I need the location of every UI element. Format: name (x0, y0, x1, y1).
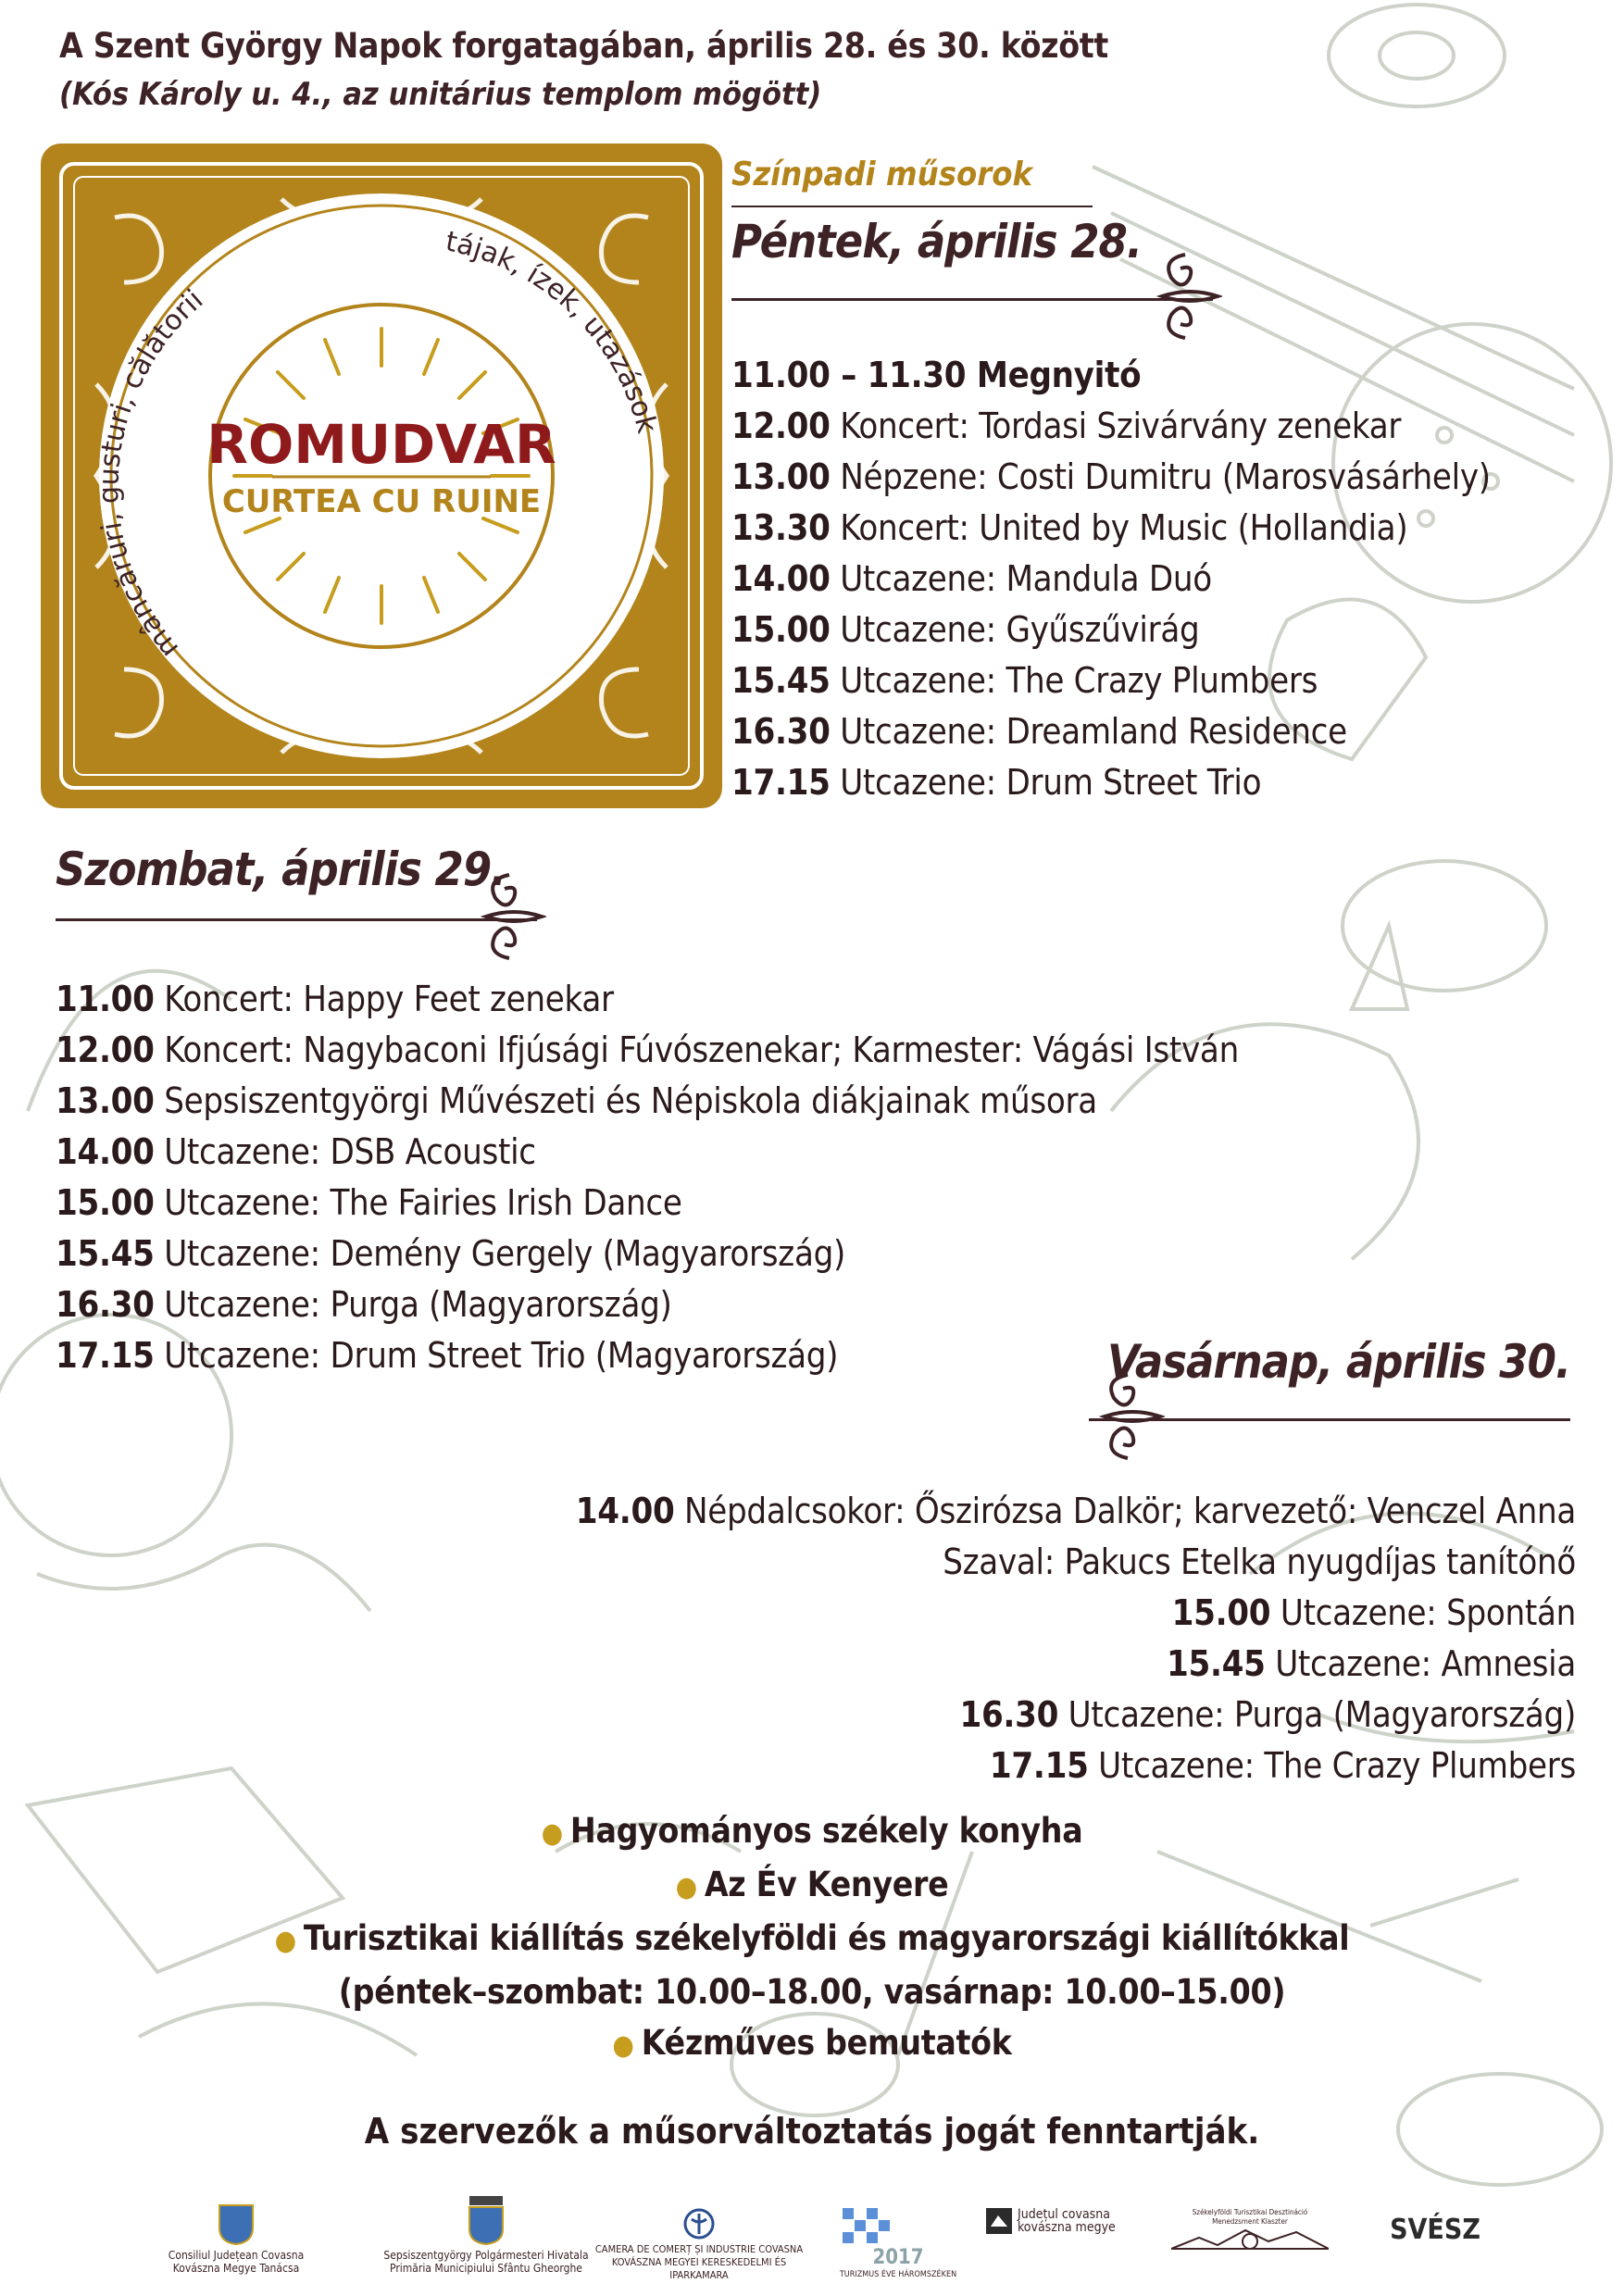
event-header: A Szent György Napok forgatagában, április 28. és 30. között (59, 26, 1109, 66)
logo-arc-right: tájak, ízek, utazások (443, 225, 664, 437)
highlight-item: ● Kézműves bemutatók (612, 2023, 1012, 2063)
schedule-item: 17.15 Utcazene: Drum Street Trio (731, 762, 1262, 803)
schedule-item: 14.00 Népdalcsokor: Őszirózsa Dalkör; karvezető: Venczel Anna (575, 1491, 1576, 1531)
sponsor-logo: Sepsiszentgyörgy Polgármesteri Hivatala Primăria Municipiului Sfântu Gheorghe (370, 2194, 602, 2275)
stage-program-label: Színpadi műsorok (731, 156, 1033, 193)
schedule-item: 13.00 Népzene: Costi Dumitru (Marosvásárhely) (731, 456, 1491, 497)
logo-title: ROMUDVAR (206, 413, 556, 476)
highlight-item: ● Turisztikai kiállítás székelyföldi és magyarországi kiállítókkal (274, 1918, 1350, 1958)
schedule-item: 11.00 – 11.30 Megnyitó (731, 355, 1142, 395)
schedule-item: 14.00 Utcazene: DSB Acoustic (56, 1131, 536, 1172)
schedule-item: 13.30 Koncert: United by Music (Hollandia) (731, 507, 1408, 548)
schedule-item: 17.15 Utcazene: Drum Street Trio (Magyarország) (56, 1335, 839, 1376)
footer-note: A szervezők a műsorváltoztatás jogát fenntartják. (364, 2111, 1260, 2152)
friday-rule (731, 298, 1213, 301)
sunday-schedule (576, 1486, 1576, 1791)
schedule-item: 16.30 Utcazene: Dreamland Residence (731, 711, 1347, 752)
friday-schedule (731, 350, 1491, 808)
county-coat-of-arms-icon (218, 2203, 255, 2246)
schedule-item: 15.00 Utcazene: Gyűszűvirág (731, 609, 1200, 650)
sponsor-logo: 2017 TURIZMUS ÉVE HÁROMSZÉKEN (815, 2208, 981, 2281)
county-brand-icon (986, 2208, 1012, 2234)
schedule-item: 15.45 Utcazene: Amnesia (1167, 1643, 1576, 1684)
schedule-item: Szaval: Pakucs Etelka nyugdíjas tanítónő (943, 1541, 1576, 1582)
schedule-item: 11.00 Koncert: Happy Feet zenekar (56, 979, 614, 1019)
tourism-year-grid-icon (843, 2208, 954, 2245)
sponsor-logo: CAMERA DE COMERȚ ȘI INDUSTRIE COVASNA KOVÁSZNA MEGYEI KERESKEDELMI ÉS IPARKAMARA (593, 2208, 806, 2282)
logo-subtitle: CURTEA CU RUINE (221, 483, 542, 520)
sunday-header: Vasárnap, április 30. (1107, 1335, 1570, 1389)
scroll-ornament-icon (1091, 1370, 1165, 1463)
stage-label-rule (731, 206, 1093, 207)
scroll-ornament-icon (1148, 250, 1222, 343)
romudvar-logo (41, 144, 722, 808)
schedule-item: 17.15 Utcazene: The Crazy Plumbers (989, 1745, 1576, 1786)
saturday-schedule (56, 974, 1239, 1381)
schedule-item: 15.00 Utcazene: Spontán (1171, 1592, 1576, 1633)
schedule-item: 13.00 Sepsiszentgyörgi Művészeti és Népiskola diákjainak műsora (56, 1080, 1097, 1121)
schedule-item: 15.45 Utcazene: Demény Gergely (Magyarország) (56, 1233, 846, 1274)
schedule-item: 14.00 Utcazene: Mandula Duó (731, 558, 1212, 599)
sponsor-logo: SVÉSZ (1390, 2214, 1480, 2246)
highlight-item: ● Az Év Kenyere (675, 1865, 949, 1904)
event-location: (Kós Károly u. 4., az unitárius templom mögött) (59, 76, 822, 113)
schedule-item: 15.00 Utcazene: The Fairies Irish Dance (56, 1182, 682, 1223)
sponsor-logo: Consiliul Județean Covasna Kovászna Megye Tanácsa (157, 2203, 315, 2275)
mountain-silhouette-icon (1171, 2227, 1329, 2251)
friday-header: Péntek, április 28. (731, 215, 1142, 268)
schedule-item: 16.30 Utcazene: Purga (Magyarország) (959, 1694, 1576, 1735)
schedule-item: 16.30 Utcazene: Purga (Magyarország) (56, 1284, 672, 1325)
scroll-ornament-icon (472, 870, 546, 963)
opening-hours: (péntek–szombat: 10.00–18.00, vasárnap: 10.00–15.00) (338, 1972, 1286, 2012)
saturday-rule (56, 918, 537, 921)
sponsor-logo: Județul covasna kovászna megye (986, 2208, 1125, 2234)
logo-arc-left: mâncăruri, gusturi, călătorii (93, 283, 210, 665)
schedule-item: 12.00 Koncert: Tordasi Szivárvány zenekar (731, 406, 1402, 446)
schedule-item: 12.00 Koncert: Nagybaconi Ifjúsági Fúvószenekar; Karmester: Vágási István (56, 1029, 1239, 1070)
highlights-list (0, 1805, 1624, 2071)
sponsor-logo: Székelyföldi Turisztikai Desztináció Menedzsment Klaszter (1162, 2208, 1338, 2253)
city-coat-of-arms-icon (466, 2194, 506, 2246)
saturday-header: Szombat, április 29. (56, 842, 506, 896)
chamber-emblem-icon (683, 2208, 715, 2240)
schedule-item: 15.45 Utcazene: The Crazy Plumbers (731, 660, 1318, 701)
highlight-item: ● Hagyományos székely konyha (541, 1811, 1083, 1851)
